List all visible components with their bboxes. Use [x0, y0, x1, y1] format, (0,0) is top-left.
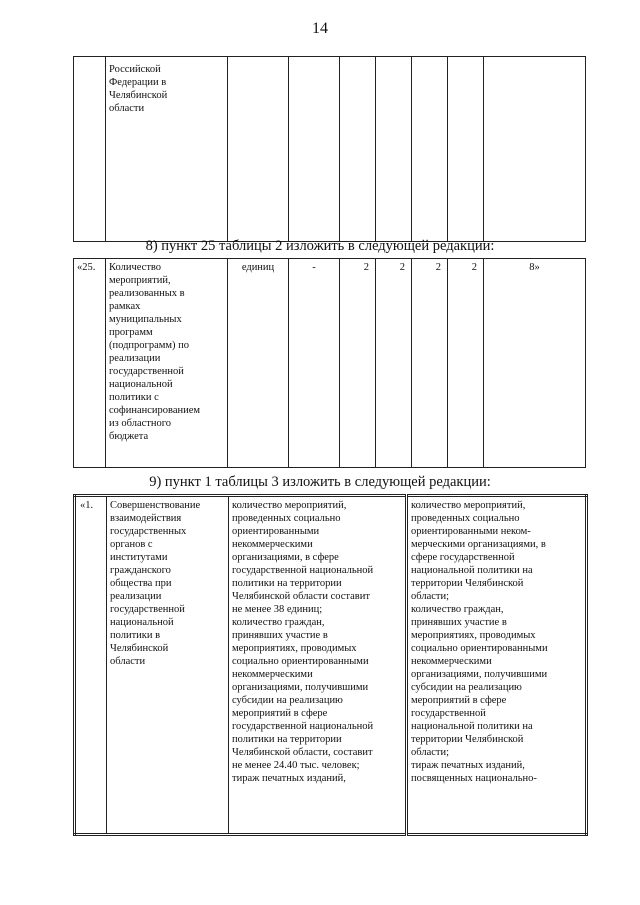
text-line: не менее 38 единиц; [232, 604, 323, 615]
text-line: тираж печатных изданий, [411, 760, 525, 771]
text-line: институтами [110, 552, 168, 563]
text-line: национальной [109, 379, 173, 390]
value-cell-3: 2 [376, 259, 412, 468]
text-line: Федерации в [109, 77, 167, 88]
value-cell-6: 8» [484, 259, 586, 468]
text-line: мероприятиях, проводимых [232, 643, 357, 654]
text-line: области; [411, 591, 450, 602]
text-line: государственной [411, 708, 486, 719]
text-line: субсидии на реализацию [232, 695, 343, 706]
unit-cell: единиц [228, 259, 289, 468]
text-line: (подпрограмм) по [109, 340, 190, 351]
text-line: количество граждан, [411, 604, 504, 615]
row-number: «25. [74, 259, 106, 468]
text-line: проведенных социально [411, 513, 520, 524]
text-line: ориентированными [232, 526, 320, 537]
row-number: «1. [75, 496, 107, 835]
text-line: принявших участие в [411, 617, 507, 628]
text-line: софинансированием [109, 405, 201, 416]
text-line: общества при [110, 578, 172, 589]
text-line: области; [411, 747, 450, 758]
text-line: гражданского [110, 565, 171, 576]
text-line: государственной национальной [232, 565, 374, 576]
text-line: из областного [109, 418, 172, 429]
top-cell-num [74, 57, 106, 242]
text-line: некоммерческими [232, 669, 313, 680]
text-line: территории Челябинской [411, 578, 524, 589]
text-line: Челябинской [109, 90, 168, 101]
text-line: государственной национальной [232, 721, 374, 732]
text-line: национальной политики на [411, 565, 533, 576]
text-line: мероприятий в сфере [232, 708, 328, 719]
text-line: области [110, 656, 146, 667]
text-line: бюджета [109, 431, 149, 442]
text-line: Совершенствование [110, 500, 201, 511]
text-line: муниципальных [109, 314, 182, 325]
text-line: государственной [109, 366, 184, 377]
text-line: органов с [110, 539, 153, 550]
text-line: рамках [109, 301, 141, 312]
task-name [107, 496, 229, 835]
indicator-new [407, 496, 587, 835]
text-line: не менее 24.40 тыс. человек; [232, 760, 360, 771]
table-item-1 [73, 494, 588, 836]
table-top-fragment [73, 56, 586, 242]
text-line: государственной [110, 604, 185, 615]
text-line: программ [109, 327, 153, 338]
text-line: социально ориентированными [232, 656, 369, 667]
value-cell-1: - [289, 259, 340, 468]
text-line: национальной политики на [411, 721, 533, 732]
text-line: территории Челябинской [411, 734, 524, 745]
top-cell-name [106, 57, 228, 242]
table-item-25 [73, 258, 586, 468]
text-line: Челябинской [110, 643, 169, 654]
text-line: реализации [109, 353, 161, 364]
text-line: тираж печатных изданий, [232, 773, 346, 784]
text-line: организациями, получившими [232, 682, 369, 693]
text-line: посвященных национально- [411, 773, 537, 784]
text-line: взаимодействия [110, 513, 182, 524]
text-line: некоммерческими [232, 539, 313, 550]
text-line: мероприятий в сфере [411, 695, 507, 706]
text-line: некоммерческими [411, 656, 492, 667]
text-line: мероприятий, [109, 275, 171, 286]
value-cell-2: 2 [340, 259, 376, 468]
text-line: организациями, получившими [411, 669, 548, 680]
text-line: реализованных в [109, 288, 185, 299]
value-cell-5: 2 [448, 259, 484, 468]
text-line: Челябинской области составит [232, 591, 370, 602]
text-line: национальной [110, 617, 174, 628]
caption-item-9: 9) пункт 1 таблицы 3 изложить в следующей редакции: [149, 474, 491, 490]
text-line: мерческими организациями, в [411, 539, 546, 550]
page-number: 14 [312, 20, 328, 37]
text-line: области [109, 103, 145, 114]
text-line: количество мероприятий, [411, 500, 526, 511]
text-line: количество граждан, [232, 617, 325, 628]
text-line: проведенных социально [232, 513, 341, 524]
text-line: количество мероприятий, [232, 500, 347, 511]
text-line: принявших участие в [232, 630, 328, 641]
text-line: Российской [109, 64, 161, 75]
text-line: политики в [110, 630, 161, 641]
text-line: политики с [109, 392, 159, 403]
text-line: политики на территории [232, 734, 342, 745]
text-line: государственных [110, 526, 187, 537]
value-cell-4: 2 [412, 259, 448, 468]
text-line: ориентированными неком- [411, 526, 531, 537]
text-line: социально ориентированными [411, 643, 548, 654]
indicator-old [229, 496, 407, 835]
text-line: Количество [109, 262, 162, 273]
indicator-name [106, 259, 228, 468]
text-line: сфере государственной [411, 552, 515, 563]
caption-item-8: 8) пункт 25 таблицы 2 изложить в следующей редакции: [145, 238, 495, 254]
text-line: политики на территории [232, 578, 342, 589]
text-line: субсидии на реализацию [411, 682, 522, 693]
text-line: мероприятиях, проводимых [411, 630, 536, 641]
text-line: реализации [110, 591, 162, 602]
text-line: организациями, в сфере [232, 552, 339, 563]
text-line: Челябинской области, составит [232, 747, 373, 758]
